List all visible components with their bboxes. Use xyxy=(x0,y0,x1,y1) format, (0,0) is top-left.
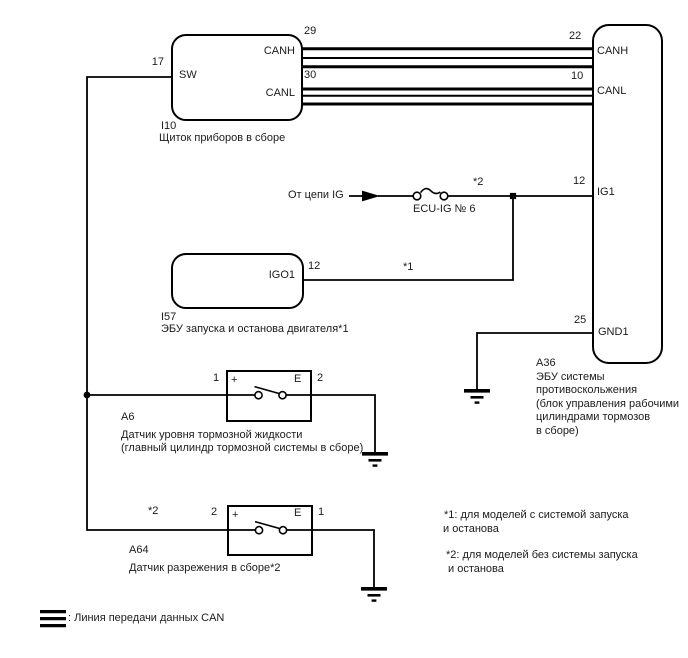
i10-block-label: SW xyxy=(179,69,197,81)
a6-name-line: Датчик уровня тормозной жидкости xyxy=(121,429,303,441)
a36-name-line: ЭБУ системы xyxy=(536,371,605,383)
a36-canh-pin: 22 xyxy=(569,30,582,42)
a36-code: A36 xyxy=(536,357,556,369)
i57-name: ЭБУ запуска и останова двигателя*1 xyxy=(161,323,349,335)
i10-canh-pin: 29 xyxy=(304,25,317,37)
a36-canl-pin: 10 xyxy=(571,70,584,82)
i57-pin: 12 xyxy=(308,260,321,272)
a64-wire-ref: *2 xyxy=(148,505,159,517)
a36-canl-label: CANL xyxy=(597,85,627,97)
can-bus-wires xyxy=(302,49,593,104)
a36-name-line: в сборе) xyxy=(536,424,579,437)
i10-canl-label: CANL xyxy=(265,87,295,99)
a36-name-line: цилиндрами тормозов xyxy=(536,411,651,424)
a6-name-line: (главный цилиндр тормозной системы в сборе) xyxy=(121,442,364,454)
i57-block-label: IGO1 xyxy=(268,269,295,281)
legend-can-label: : Линия передачи данных CAN xyxy=(68,612,225,624)
a6-pin-left: 1 xyxy=(213,372,220,384)
a36-name-line: противоскольжения xyxy=(536,384,638,397)
ig-wire-ref: *2 xyxy=(473,176,484,188)
fuse-label: ECU-IG № 6 xyxy=(413,203,476,215)
a64-pin-left: 2 xyxy=(211,506,218,518)
switch-icon xyxy=(255,522,287,534)
note-2-line-1: *2: для моделей без системы запуска xyxy=(446,549,638,561)
ground-icon xyxy=(464,391,490,403)
ig-source-label: От цепи IG xyxy=(288,189,344,201)
a36-ig1-pin: 12 xyxy=(573,175,586,187)
a36-ig1-label: IG1 xyxy=(597,186,615,198)
can-line-icon xyxy=(40,612,66,626)
ground-icon xyxy=(362,454,388,466)
junction-dot xyxy=(510,193,516,199)
i10-canh-label: CANH xyxy=(263,45,295,57)
i57-wire-ref: *1 xyxy=(403,261,414,273)
a6-plus-label: + xyxy=(231,374,238,386)
fuse-icon xyxy=(413,189,448,200)
wire-a64-branch xyxy=(228,530,374,587)
i10-pin-17: 17 xyxy=(151,56,164,68)
a64-e-label: E xyxy=(294,507,302,519)
note-1-line-1: *1: для моделей с системой запуска xyxy=(444,509,629,521)
a36-gnd1-label: GND1 xyxy=(598,326,629,338)
a6-pin-right: 2 xyxy=(317,372,324,384)
a6-code: A6 xyxy=(121,411,135,423)
a36-name xyxy=(536,371,679,438)
note-2-line-2: и останова xyxy=(448,563,504,575)
i10-code: I10 xyxy=(161,120,177,132)
note-1-line-2: и останова xyxy=(443,523,499,535)
a64-pin-right: 1 xyxy=(318,506,325,518)
a64-code: A64 xyxy=(129,544,149,556)
junction-dot xyxy=(84,392,91,399)
a64-name: Датчик разрежения в сборе*2 xyxy=(129,562,281,574)
i10-canl-pin: 30 xyxy=(304,69,317,81)
flow-arrow-icon xyxy=(362,191,380,202)
a6-e-label: E xyxy=(294,373,302,385)
ground-icon xyxy=(361,589,387,601)
a36-canh-label: CANH xyxy=(597,45,629,57)
a64-plus-label: + xyxy=(232,509,239,521)
i10-name: Щиток приборов в сборе xyxy=(159,132,286,144)
i57-code: I57 xyxy=(161,311,177,323)
a36-gnd1-pin: 25 xyxy=(574,314,587,326)
a36-name-line: (блок управления рабочими xyxy=(536,397,680,410)
switch-icon xyxy=(255,387,287,399)
